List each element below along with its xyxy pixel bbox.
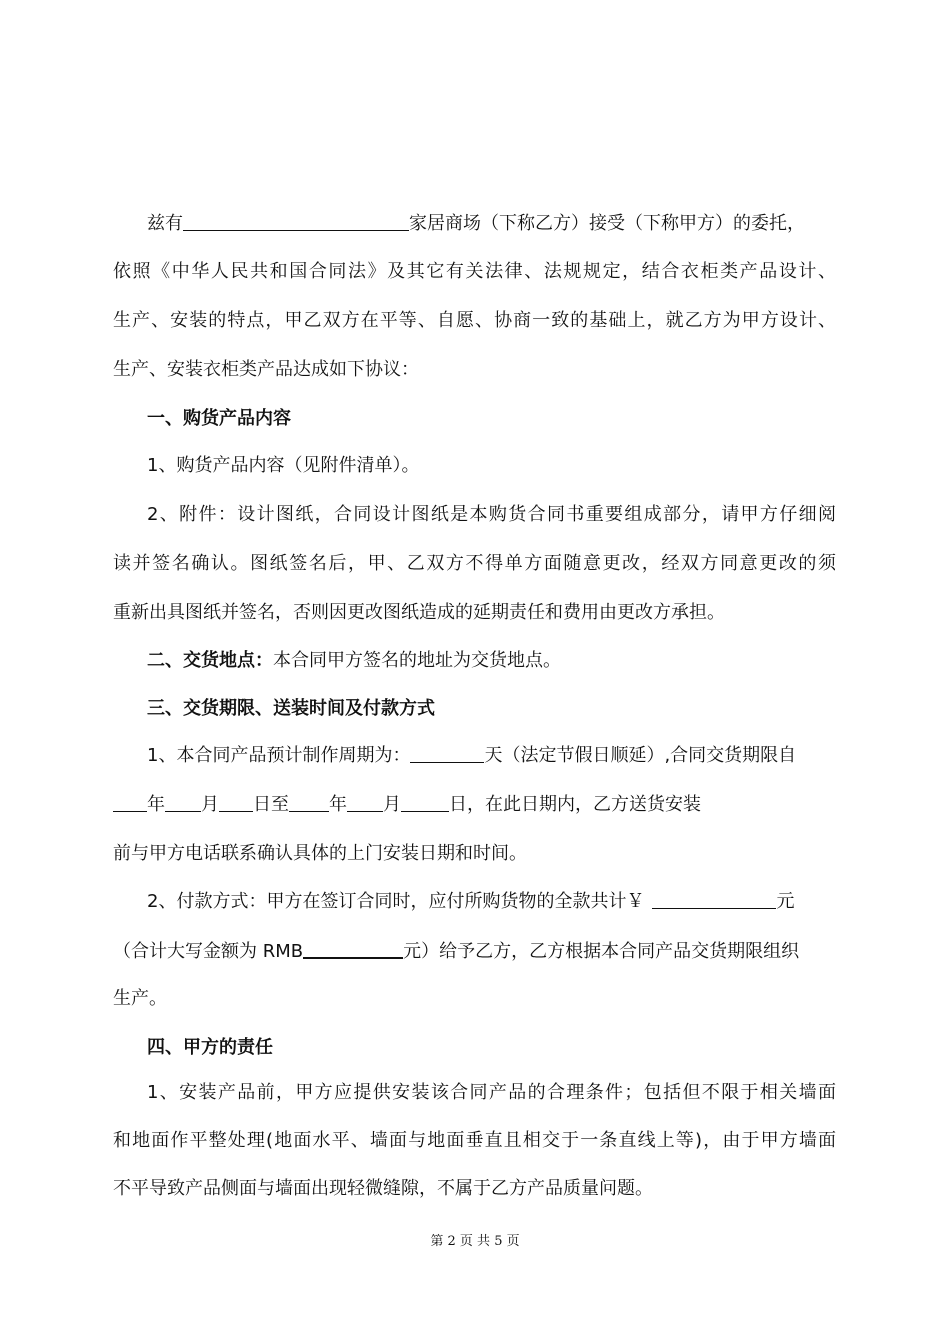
blank-month-from <box>165 793 201 812</box>
s3-p1-line2 <box>113 793 701 817</box>
s1-p1: 1、购货产品内容（见附件清单）。 <box>147 455 420 476</box>
s4-p1-line3: 不平导致产品侧面与墙面出现轻微缝隙，不属于乙方产品质量问题。 <box>113 1178 653 1199</box>
text: 月 <box>383 794 401 815</box>
text: 天（法定节假日顺延）,合同交货期限自 <box>484 745 797 766</box>
blank-amount-words <box>303 939 403 959</box>
blank-year-to <box>289 793 329 812</box>
s3-p2-line3: 生产。 <box>113 988 167 1009</box>
intro-line-2: 依照《中华人民共和国合同法》及其它有关法律、法规规定，结合衣柜类产品设计、 <box>113 261 836 282</box>
text: 年 <box>329 794 347 815</box>
s3-p1-line1 <box>147 744 796 768</box>
text: 月 <box>201 794 219 815</box>
s4-p1-line2: 和地面作平整处理(地面水平、墙面与地面垂直且相交于一条直线上等)，由于甲方墙面 <box>113 1130 836 1151</box>
text: 1、本合同产品预计制作周期为： <box>147 745 411 766</box>
blank-amount <box>652 890 776 909</box>
text: 家居商场（下称乙方）接受（下称甲方）的委托， <box>409 213 805 234</box>
text: 本合同甲方签名的地址为交货地点。 <box>273 650 561 671</box>
text: （合计大写金额为 RMB <box>113 941 304 962</box>
s1-p2-line2: 读并签名确认。图纸签名后，甲、乙双方不得单方面随意更改，经双方同意更改的须 <box>113 553 836 574</box>
s4-p1-line1: 1、安装产品前，甲方应提供安装该合同产品的合理条件；包括但不限于相关墙面 <box>147 1082 836 1103</box>
blank-mall-name <box>183 212 409 231</box>
s1-p2-line3: 重新出具图纸并签名，否则因更改图纸造成的延期责任和费用由更改方承担。 <box>113 602 725 623</box>
text: 兹有 <box>147 213 183 234</box>
section-4-heading: 四、甲方的责任 <box>147 1037 273 1058</box>
section-2-heading: 二、交货地点： <box>147 650 273 671</box>
text: 元）给予乙方，乙方根据本合同产品交货期限组织 <box>403 941 800 962</box>
blank-days <box>410 744 484 763</box>
text: 日至 <box>253 794 289 815</box>
s1-p2-line1: 2、附件：设计图纸，合同设计图纸是本购货合同书重要组成部分，请甲方仔细阅 <box>147 504 836 525</box>
s3-p2-line2 <box>113 939 799 964</box>
section-2 <box>147 649 561 673</box>
text: 日，在此日期内，乙方送货安装 <box>449 794 701 815</box>
blank-month-to <box>347 793 383 812</box>
page-footer: 第 2 页 共 5 页 <box>430 1234 520 1249</box>
s3-p1-line3: 前与甲方电话联系确认具体的上门安装日期和时间。 <box>113 843 527 864</box>
text: 年 <box>147 794 165 815</box>
text: 元 <box>776 891 795 912</box>
blank-day-from <box>219 793 253 812</box>
text: 2、付款方式：甲方在签订合同时，应付所购货物的全款共计￥ <box>147 891 645 912</box>
s3-p2-line1 <box>147 890 794 914</box>
section-1-heading: 一、购货产品内容 <box>147 408 291 429</box>
intro-line-3: 生产、安装的特点，甲乙双方在平等、自愿、协商一致的基础上，就乙方为甲方设计、 <box>113 310 836 331</box>
blank-year-from <box>113 793 147 812</box>
intro-line-4: 生产、安装衣柜类产品达成如下协议： <box>113 359 419 380</box>
blank-day-to <box>401 793 449 812</box>
intro-line-1 <box>147 212 805 236</box>
section-3-heading: 三、交货期限、送装时间及付款方式 <box>147 698 435 719</box>
